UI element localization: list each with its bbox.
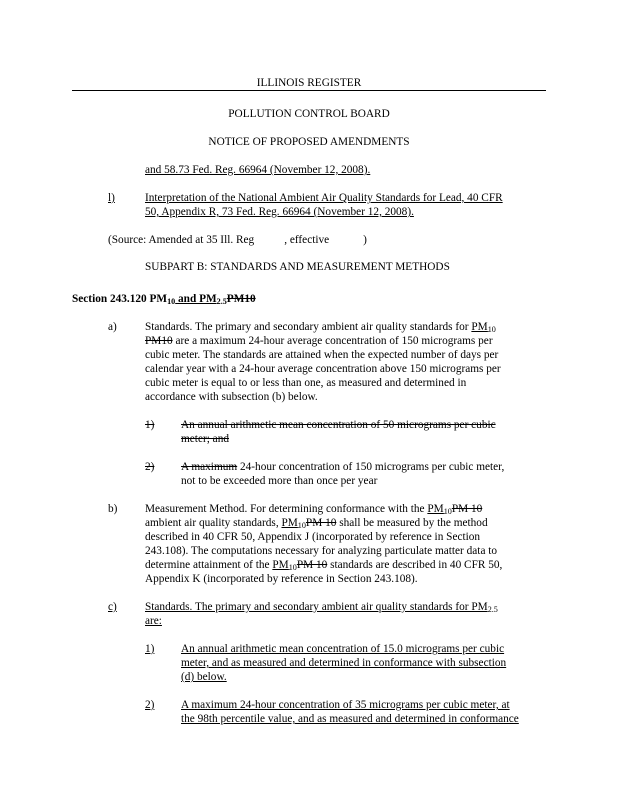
b-line6: Appendix K (incorporated by reference in Section 243.108). (145, 573, 418, 585)
c-line2: are: (145, 615, 162, 627)
b-l5-sub: 10 (288, 563, 297, 573)
c1-line1: An annual arithmetic mean concentration of 15.0 micrograms per cubic (181, 643, 505, 655)
a1-line2: meter; and (181, 433, 229, 445)
b-l5-pm: PM (272, 559, 289, 571)
c1-line2: meter, and as measured and determined in conformance with subsection (181, 657, 507, 669)
a-l2-rest: are a maximum 24-hour average concentration of 150 micrograms per (172, 335, 493, 347)
a1-label: 1) (145, 419, 155, 431)
continuation-line: and 58.73 Fed. Reg. 66964 (November 12, 2008). (145, 164, 371, 176)
b-l1-lead: Measurement Method. For determining conformance with the (145, 503, 428, 515)
b-l1-sub: 10 (443, 507, 452, 517)
b-l5-rest: standards are described in 40 CFR 50, (327, 559, 503, 571)
a-line6: accordance with subsection (b) below. (145, 391, 318, 403)
b-line3: described in 40 CFR 50, Appendix J (incorporated by reference in Section (145, 531, 481, 543)
a-l1-pm: PM (471, 321, 488, 333)
a-l1-sub: 10 (487, 325, 496, 335)
b-l2-struck: PM 10 (305, 517, 337, 529)
section-sub25: 2.5 (216, 297, 227, 307)
a-line1 (145, 320, 496, 334)
item-l-label: l) (108, 192, 115, 204)
notice-title: NOTICE OF PROPOSED AMENDMENTS (208, 136, 410, 148)
c-l1-lead: Standards. (145, 601, 195, 613)
b-l5-lead: determine attainment of the (145, 559, 273, 571)
b-line5 (145, 558, 502, 572)
c2-line1: A maximum 24-hour concentration of 35 micrograms per cubic meter, at (181, 699, 510, 711)
source-note (108, 233, 367, 247)
source-a: (Source: Amended at 35 Ill. Reg (108, 234, 255, 246)
b-line2 (145, 516, 488, 530)
section-struck: PM10 (226, 293, 256, 305)
b-l2-rest: shall be measured by the method (336, 517, 488, 529)
a-label: a) (108, 321, 117, 333)
section-mid: and PM (175, 293, 217, 305)
board-title: POLLUTION CONTROL BOARD (228, 108, 390, 120)
a2-label: 2) (145, 461, 155, 473)
a-line2 (145, 334, 493, 348)
b-l2-pm: PM (281, 517, 298, 529)
c-l1-u: The primary and secondary ambient air quality standards for PM (195, 601, 488, 613)
a2-line2: not to be exceeded more than once per year (181, 475, 378, 487)
b-l2-lead: ambient air quality standards, (145, 517, 282, 529)
c-line1 (145, 600, 498, 614)
b-l5-struck: PM 10 (296, 559, 328, 571)
a2-struck: A maximum (181, 461, 238, 473)
b-label: b) (108, 503, 118, 515)
section-heading (72, 292, 256, 306)
b-line4: 243.108). The computations necessary for analyzing particulate matter data to (145, 545, 498, 557)
a-l2-struck: PM10 (145, 335, 173, 347)
b-l1-struck: PM 10 (451, 503, 483, 515)
subpart-heading: SUBPART B: STANDARDS AND MEASUREMENT METHODS (145, 261, 450, 273)
register-title: ILLINOIS REGISTER (256, 77, 362, 89)
item-l-line1: Interpretation of the National Ambient Air Quality Standards for Lead, 40 CFR (145, 192, 503, 204)
a2-l1-rest: 24-hour concentration of 150 micrograms per cubic meter, (237, 461, 505, 473)
header-rule (72, 90, 546, 91)
c2-label: 2) (145, 699, 155, 711)
b-l1-pm: PM (427, 503, 444, 515)
b-l2-sub: 10 (297, 521, 306, 531)
b-line1 (145, 502, 482, 516)
a-l1-lead: Standards. The primary and secondary ambient air quality standards for (145, 321, 472, 333)
source-c: ) (363, 234, 367, 246)
item-l-line2: 50, Appendix R, 73 Fed. Reg. 66964 (November 12, 2008). (145, 206, 414, 218)
a-line3: cubic meter. The standards are attained when the expected number of days per (145, 349, 499, 361)
c1-label: 1) (145, 643, 155, 655)
source-b: , effective (284, 234, 330, 246)
a-line4: calendar year with a 24-hour average concentration above 150 micrograms per (145, 363, 501, 375)
c-l1-sub: 2.5 (487, 605, 498, 615)
a2-line1 (181, 460, 504, 474)
a1-line1: An annual arithmetic mean concentration of 50 micrograms per cubic (181, 419, 496, 431)
c1-line3: (d) below. (181, 671, 227, 683)
a-line5: cubic meter is equal to or less than one, as measured and determined in (145, 377, 467, 389)
c2-line2: the 98th percentile value, and as measured and determined in conformance (181, 713, 519, 725)
section-sub10: 10 (167, 297, 176, 307)
section-lead: Section 243.120 PM (72, 293, 168, 305)
c-label: c) (108, 601, 117, 613)
